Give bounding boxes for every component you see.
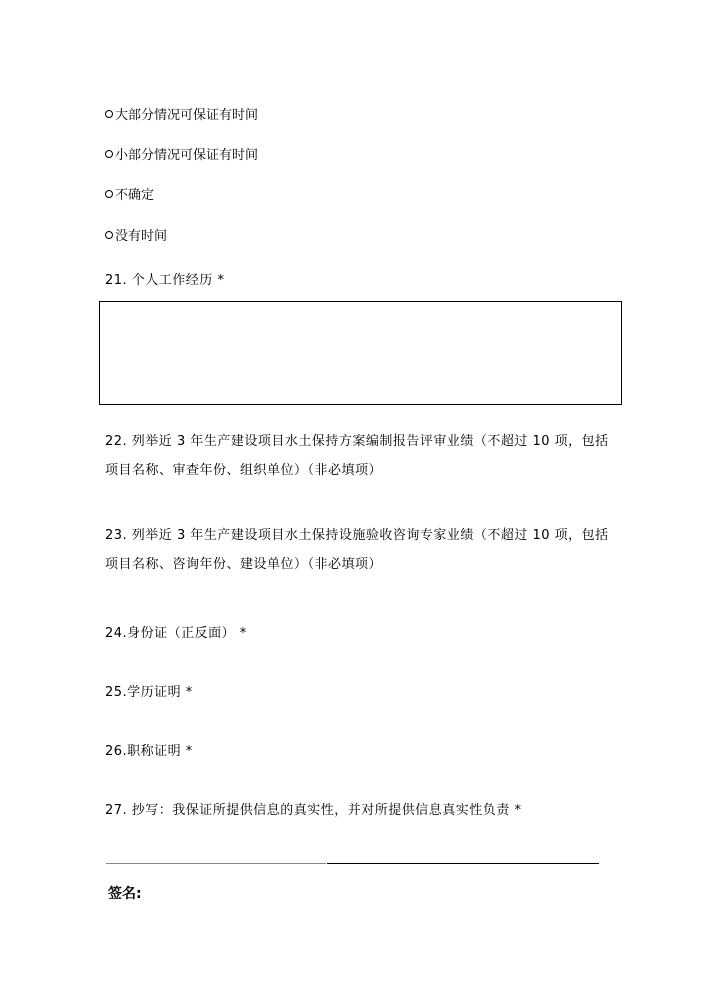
question-27-label: 27. 抄写：我保证所提供信息的真实性，并对所提供信息真实性负责 * xyxy=(105,803,522,818)
radio-icon[interactable] xyxy=(105,231,113,239)
radio-icon[interactable] xyxy=(105,150,113,158)
signature-label: 签名: xyxy=(108,886,142,902)
option-some-time[interactable] xyxy=(105,147,258,165)
work-experience-textarea[interactable] xyxy=(99,301,622,405)
option-no-time[interactable] xyxy=(105,228,167,246)
option-label: 没有时间 xyxy=(115,229,168,244)
question-22-line1: 22. 列举近 3 年生产建设项目水土保持方案编制报告评审业绩（不超过 10 项，包括 xyxy=(105,434,609,449)
question-23-line2: 项目名称、咨询年份、建设单位）（非必填项） xyxy=(105,557,383,572)
copy-line-left xyxy=(106,863,326,864)
option-label: 不确定 xyxy=(115,188,155,203)
option-unsure[interactable] xyxy=(105,187,154,205)
option-label: 大部分情况可保证有时间 xyxy=(115,108,259,123)
copy-line-right[interactable] xyxy=(327,863,599,864)
question-23-line1: 23. 列举近 3 年生产建设项目水土保持设施验收咨询专家业绩（不超过 10 项，包括 xyxy=(105,528,609,543)
question-22-line2: 项目名称、审查年份、组织单位）（非必填项） xyxy=(105,463,383,478)
question-25-label: 25.学历证明 * xyxy=(105,685,193,700)
option-label: 小部分情况可保证有时间 xyxy=(115,148,259,163)
question-24-label: 24.身份证（正反面） * xyxy=(105,626,247,641)
radio-icon[interactable] xyxy=(105,190,113,198)
radio-icon[interactable] xyxy=(105,110,113,118)
question-26-label: 26.职称证明 * xyxy=(105,744,193,759)
question-21-label: 21. 个人工作经历 * xyxy=(105,273,225,288)
option-most-time[interactable] xyxy=(105,107,258,125)
